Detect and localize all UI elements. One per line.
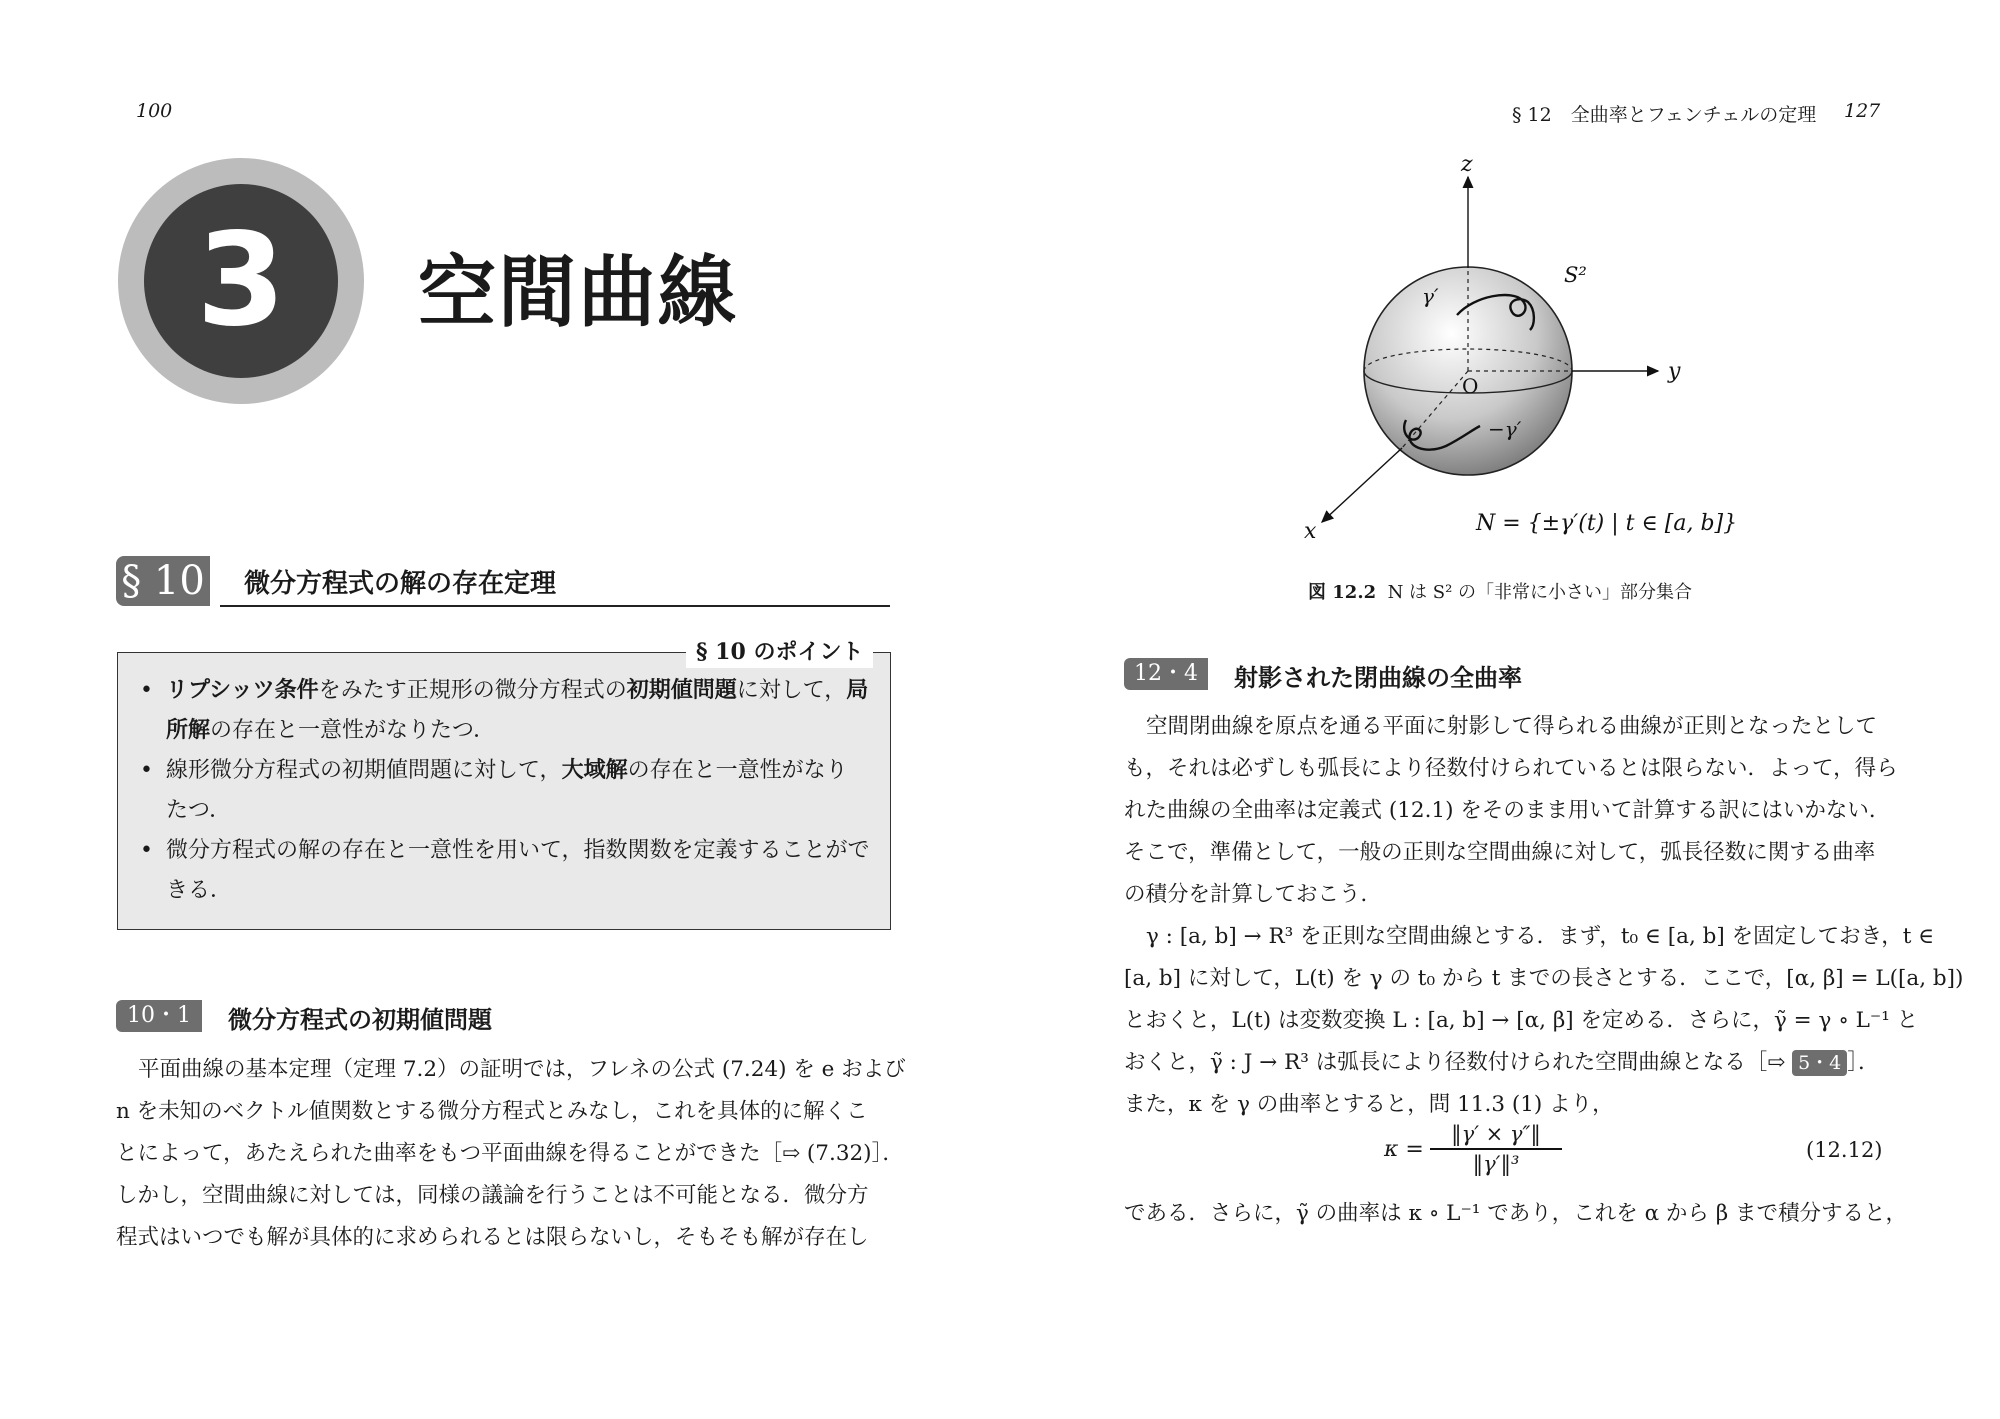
figure-sphere-diagram: [1250, 140, 1750, 550]
right-page: [1000, 0, 2000, 1419]
body-line: [a, b] に対して，L(t) を γ の t₀ から t までの長さとする．ここで，[α, β] = L([a, b]): [1124, 966, 1964, 991]
bullet-line: [166, 751, 870, 791]
figure-caption-number: 図 12.2: [1308, 582, 1377, 603]
bullet-dot-icon: •: [140, 838, 153, 863]
section-rule: [220, 605, 890, 607]
section-title: 微分方程式の解の存在定理: [244, 569, 557, 599]
ref-close: ］．: [1847, 1050, 1880, 1075]
bullet-text: の存在と一意性がなり: [627, 758, 848, 783]
subsection-title: 射影された閉曲線の全曲率: [1234, 664, 1522, 692]
chapter-number-badge: [118, 158, 364, 404]
body-line: また，κ を γ の曲率とすると，問 11.3 (1) より，: [1124, 1092, 1614, 1117]
body-line: しかし，空間曲線に対しては，同様の議論を行うことは不可能となる．微分方: [116, 1183, 869, 1208]
body-line: 平面曲線の基本定理（定理 7.2）の証明では，フレネの公式 (7.24) を e および: [138, 1057, 906, 1082]
body-line: も，それは必ずしも弧長により径数付けられているとは限らない．よって，得ら: [1124, 756, 1898, 781]
body-line: れた曲線の全曲率は定義式 (12.1) をそのまま用いて計算する訳にはいかない．: [1124, 798, 1891, 823]
figure-caption-text: N は S² の「非常に小さい」部分集合: [1387, 582, 1693, 603]
subsection-number-badge: 10・1: [116, 1000, 202, 1032]
body-line: 空間閉曲線を原点を通る平面に射影して得られる曲線が正則となったとして: [1146, 714, 1878, 739]
bullet-line: [166, 791, 870, 831]
axis-z-label: z: [1461, 152, 1473, 177]
chapter-number: 3: [144, 184, 338, 378]
bullet-text: 微分方程式の解の存在と一意性を用いて，指数関数を定義することがで: [166, 838, 870, 863]
bullet-text: きる．: [166, 878, 233, 903]
section-number-badge: § 10: [116, 556, 210, 606]
bold-term: 局: [846, 678, 869, 703]
bullet-line: [166, 871, 870, 911]
points-bullet-item: [140, 751, 870, 831]
body-line: [1124, 1045, 1880, 1076]
page-number-left: 100: [136, 100, 173, 122]
axis-x: [1322, 448, 1402, 522]
page-number-right: 127: [1844, 100, 1881, 122]
origin-label: O: [1462, 374, 1479, 398]
equation-lhs: κ =: [1384, 1137, 1424, 1162]
sphere-label: S²: [1564, 263, 1587, 287]
equation-denominator: ‖γ′‖³: [1472, 1151, 1520, 1176]
equation-fraction: [1430, 1120, 1562, 1178]
bold-term: 初期値問題: [626, 678, 737, 703]
body-line: である．さらに，γ̃ の曲率は κ ∘ L⁻¹ であり，これを α から β まで積分すると，: [1124, 1201, 1908, 1226]
bold-term: 所解: [166, 718, 211, 743]
cross-reference-badge[interactable]: 5・4: [1792, 1050, 1847, 1076]
bullet-text: に対して，: [736, 678, 847, 703]
bullet-line: [166, 711, 870, 751]
points-box: [117, 652, 891, 930]
bullet-text: の存在と一意性がなりたつ．: [210, 718, 496, 743]
subsection-number-badge: 12・4: [1124, 658, 1208, 690]
bullet-dot-icon: •: [140, 678, 153, 703]
body-line: γ : [a, b] → R³ を正則な空間曲線とする．まず，t₀ ∈ [a, b] を固定しておき，t ∈: [1146, 924, 1935, 949]
body-line: とおくと，L(t) は変数変換 L : [a, b] → [α, β] を定める．さらに，γ̃ = γ ∘ L⁻¹ と: [1124, 1008, 1919, 1033]
bullet-text: 線形微分方程式の初期値問題に対して，: [166, 758, 562, 783]
bold-term: リプシッツ条件: [166, 678, 319, 703]
curve-label-gamma-prime: γ′: [1422, 284, 1439, 308]
body-line: そこで，準備として，一般の正則な空間曲線に対して，弧長径数に関する曲率: [1124, 840, 1876, 865]
points-bullet-list: [140, 671, 870, 911]
points-bullet-item: [140, 831, 870, 911]
bold-term: 大域解: [561, 758, 628, 783]
axis-x-label: x: [1304, 519, 1317, 544]
bullet-line: [166, 831, 870, 871]
chapter-title: 空間曲線: [418, 248, 739, 338]
bullet-text: たつ．: [166, 798, 232, 823]
body-line: とによって，あたえられた曲率をもつ平面曲線を得ることができた［⇨ (7.32)］．: [116, 1141, 904, 1166]
body-text: おくと，γ̃ : J → R³ は弧長により径数付けられた空間曲線となる［⇨: [1124, 1050, 1786, 1075]
equation-number: (12.12): [1806, 1138, 1883, 1162]
subsection-title: 微分方程式の初期値問題: [228, 1006, 492, 1034]
curve-label-minus-gamma-prime: −γ′: [1488, 417, 1522, 441]
points-bullet-item: [140, 671, 870, 751]
figure-caption: [1308, 578, 1692, 604]
running-head: § 12 全曲率とフェンチェルの定理: [1512, 104, 1817, 126]
points-box-label: § 10 のポイント: [686, 636, 873, 668]
set-formula: N = {±γ′(t) | t ∈ [a, b]}: [1476, 511, 1738, 536]
bullet-dot-icon: •: [140, 758, 153, 783]
body-line: 程式はいつでも解が具体的に求められるとは限らないし，そもそも解が存在し: [116, 1225, 869, 1250]
bullet-line: [166, 671, 870, 711]
body-line: の積分を計算しておこう．: [1124, 882, 1383, 907]
equation-numerator: ‖γ′ × γ″‖: [1451, 1122, 1541, 1146]
body-line: n を未知のベクトル値関数とする微分方程式とみなし，これを具体的に解くこ: [116, 1099, 868, 1124]
axis-y-label: y: [1668, 359, 1681, 384]
bullet-text: をみたす正規形の微分方程式の: [318, 678, 627, 703]
